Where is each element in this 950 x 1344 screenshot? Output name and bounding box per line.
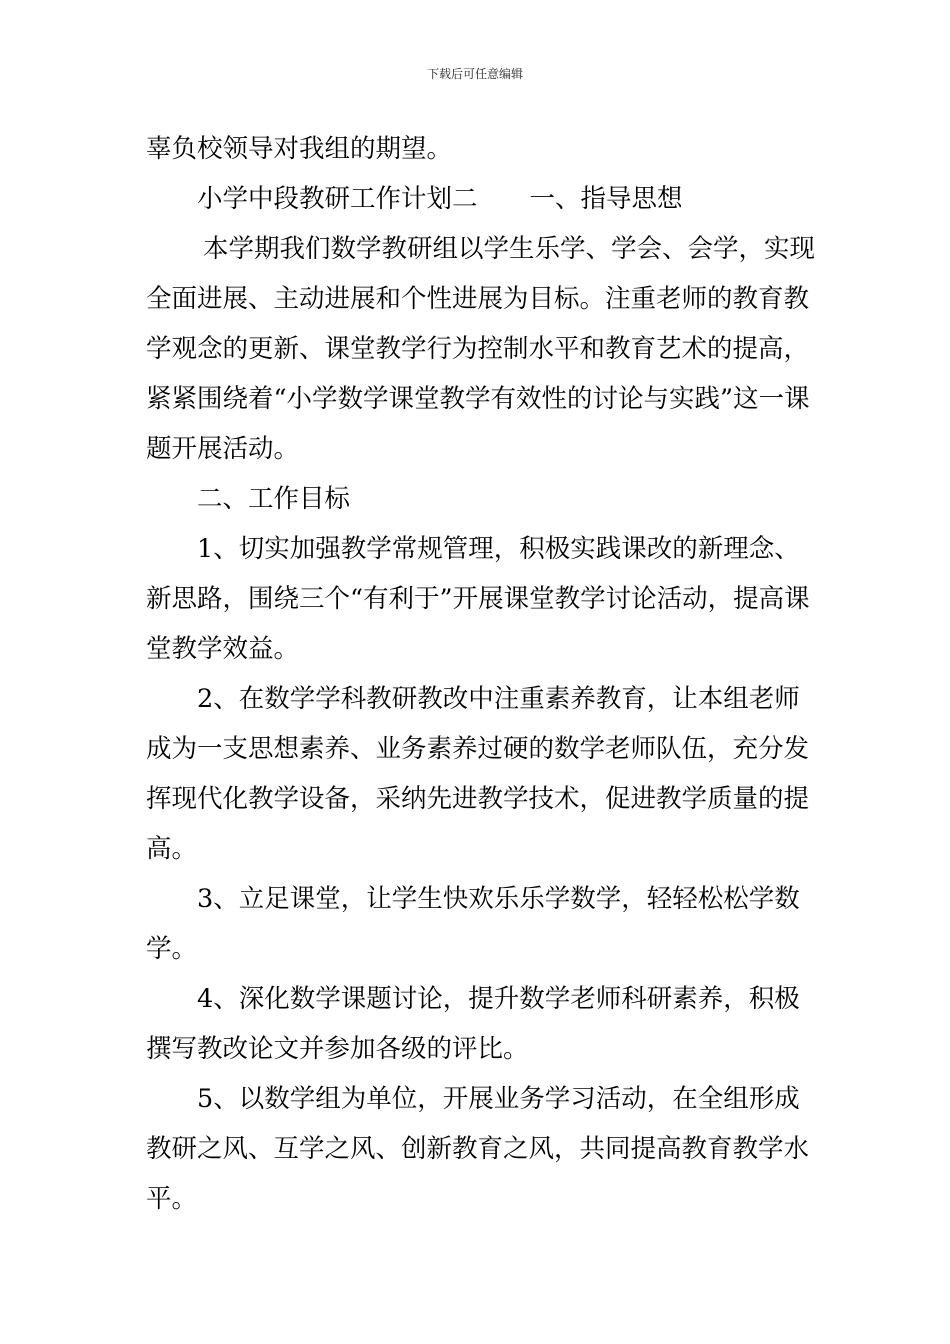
carryover-line: 辜负校领导对我组的期望。 (146, 134, 453, 164)
section-title: 小学中段教研工作计划二 (197, 184, 478, 214)
goal-item-2: 2、在数学学科教研教改中注重素养教育，让本组老师成为一支思想素养、业务素养过硬的数学老师队伍，充分发挥现代化教学设备，采纳先进教学技术，促进教学质量的提高。 (146, 684, 810, 864)
section-title-line (146, 174, 816, 224)
goal-item-5: 5、以数学组为单位，开展业务学习活动，在全组形成教研之风、互学之风、创新教育之风，共同提高教育教学水平。 (146, 1084, 810, 1214)
page-header-note: 下载后可任意编辑 (426, 67, 523, 81)
goal-item-1: 1、切实加强教学常规管理，积极实践课改的新理念、新思路，围绕三个“有利于”开展课堂教学讨论活动，提高课堂教学效益。 (146, 534, 810, 664)
goal-item-3: 3、立足课堂，让学生快欢乐乐学数学，轻轻松松学数学。 (146, 884, 800, 964)
document-body (146, 124, 816, 1224)
heading-goals: 二、工作目标 (197, 484, 351, 514)
paragraph-guiding-text: 本学期我们数学教研组以学生乐学、学会、会学，实现全面进展、主动进展和个性进展为目标。注重老师的教育教学观念的更新、课堂教学行为控制水平和教育艺术的提高，紧紧围绕着“小学数学课堂教学有效性的讨论与实践”这一课题开展活动。 (146, 234, 816, 464)
goal-item-4: 4、深化数学课题讨论，提升数学老师科研素养，积极撰写教改论文并参加各级的评比。 (146, 984, 800, 1064)
heading-guiding: 一、指导思想 (529, 184, 683, 214)
paragraph-guiding (146, 224, 816, 474)
